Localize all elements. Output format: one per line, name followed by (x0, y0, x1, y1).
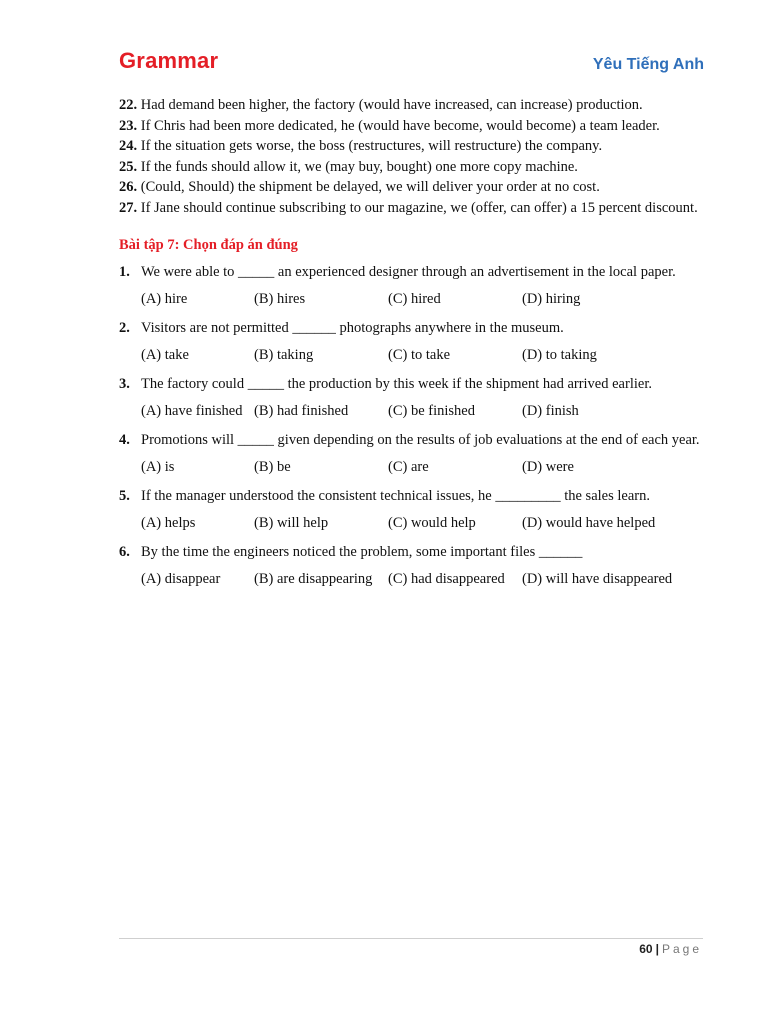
sentence-item (119, 95, 703, 116)
answer-options (119, 454, 703, 481)
question-text: Visitors are not permitted ______ photographs anywhere in the museum. (141, 320, 564, 336)
sentence-number: 22. (119, 97, 138, 113)
question-number: 6. (119, 544, 130, 560)
option-a: (A) is (141, 458, 175, 475)
question-text: The factory could _____ the production by this week if the shipment had arrived earlier. (141, 376, 652, 392)
sentence-item (119, 157, 703, 178)
exercise-title: Bài tập 7: Chọn đáp án đúng (119, 237, 298, 253)
sentence-item (119, 177, 703, 198)
question-text: We were able to _____ an experienced designer through an advertisement in the local paper. (141, 264, 676, 280)
option-b: (B) hires (254, 290, 306, 307)
sentence-number: 26. (119, 179, 138, 195)
option-d: (D) to taking (522, 346, 597, 363)
sentence-item (119, 116, 703, 137)
answer-options (119, 510, 703, 537)
option-b: (B) taking (254, 346, 314, 363)
question-number: 4. (119, 432, 130, 448)
question-item (119, 427, 703, 480)
question-item (119, 539, 703, 592)
page-label: Page (661, 942, 702, 956)
option-c: (C) are (388, 458, 429, 475)
question-number: 5. (119, 488, 130, 504)
page-number: 60 (639, 942, 653, 956)
document-title: Grammar (119, 48, 219, 73)
question-number: 1. (119, 264, 130, 280)
option-a: (A) helps (141, 514, 196, 531)
answer-options (119, 398, 703, 425)
option-d: (D) hiring (522, 290, 581, 307)
option-d: (D) will have disappeared (522, 570, 673, 587)
sentence-text: If Jane should continue subscribing to our magazine, we (offer, can offer) a 15 percent discount. (137, 199, 698, 216)
answer-options (119, 566, 703, 593)
question-item (119, 371, 703, 424)
sentence-text: (Could, Should) the shipment be delayed, we will deliver your order at no cost. (137, 179, 600, 195)
sentence-item (119, 198, 703, 219)
option-c: (C) to take (388, 346, 451, 363)
option-b: (B) are disappearing (254, 570, 373, 587)
brand-name: Yêu Tiếng Anh (592, 56, 704, 73)
sentence-text: Had demand been higher, the factory (would have increased, can increase) production. (137, 97, 643, 113)
sentence-number: 27. (119, 199, 138, 216)
sentence-text: If the situation gets worse, the boss (restructures, will restructure) the company. (137, 138, 603, 154)
option-a: (A) take (141, 346, 189, 363)
option-a: (A) hire (141, 290, 188, 307)
option-d: (D) finish (522, 402, 579, 419)
question-item (119, 315, 703, 368)
sentence-number: 23. (119, 117, 138, 134)
sentence-number: 24. (119, 138, 138, 154)
footer-divider (119, 938, 703, 939)
footer-separator: | (655, 942, 659, 956)
sentence-number: 25. (119, 158, 138, 175)
option-c: (C) had disappeared (388, 570, 505, 587)
option-c: (C) would help (388, 514, 476, 531)
answer-options (119, 286, 703, 313)
option-d: (D) would have helped (522, 514, 656, 531)
option-b: (B) had finished (254, 402, 349, 419)
option-b: (B) will help (254, 514, 329, 531)
option-b: (B) be (254, 458, 291, 475)
question-text: Promotions will _____ given depending on the results of job evaluations at the end of each year. (141, 432, 700, 448)
option-d: (D) were (522, 458, 574, 475)
option-a: (A) disappear (141, 570, 221, 587)
question-item (119, 483, 703, 536)
sentence-item (119, 136, 703, 157)
page-footer (639, 942, 702, 956)
sentence-text: If Chris had been more dedicated, he (would have become, would become) a team leader. (137, 117, 660, 134)
question-text: By the time the engineers noticed the problem, some important files ______ (141, 544, 583, 560)
question-number: 3. (119, 376, 130, 392)
question-text: If the manager understood the consistent technical issues, he _________ the sales learn. (141, 488, 650, 504)
option-c: (C) be finished (388, 402, 475, 419)
sentence-text: If the funds should allow it, we (may buy, bought) one more copy machine. (137, 158, 578, 175)
page-content (119, 95, 703, 592)
option-c: (C) hired (388, 290, 441, 307)
answer-options (119, 342, 703, 369)
option-a: (A) have finished (141, 402, 243, 419)
question-number: 2. (119, 320, 130, 336)
question-item (119, 259, 703, 312)
